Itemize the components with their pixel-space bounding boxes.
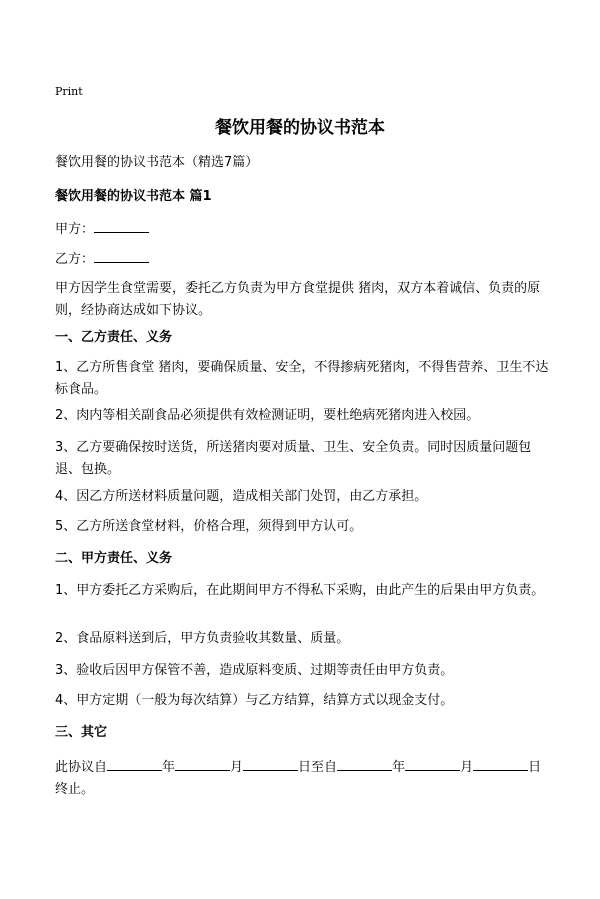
end-month-blank (405, 756, 460, 771)
party-b-label: 乙方： (55, 252, 95, 267)
start-month-blank (175, 756, 230, 771)
part1-item-1: 1、乙方所售食堂 猪肉，要确保质量、安全，不得掺病死猪肉，不得售营养、卫生不达标食品。 (55, 360, 549, 397)
part1-item-5: 5、乙方所送食堂材料，价格合理，须得到甲方认可。 (55, 519, 363, 534)
term-month-1: 月 (230, 760, 244, 775)
part1-heading: 一、乙方责任、义务 (55, 330, 173, 345)
part1-item-2: 2、肉内等相关副食品必须提供有效检测证明，要杜绝病死猪肉进入校园。 (55, 408, 480, 423)
party-b-line (55, 248, 550, 271)
print-link[interactable]: Print (55, 85, 83, 98)
term-year-1: 年 (162, 760, 176, 775)
term-line (55, 756, 550, 801)
term-day-to: 日至自 (298, 760, 338, 775)
part2-item-3: 3、验收后因甲方保管不善，造成原料变质、过期等责任由甲方负责。 (55, 663, 454, 678)
term-month-2: 月 (460, 760, 474, 775)
document-title: 餐饮用餐的协议书范本 (215, 118, 385, 138)
party-a-line (55, 218, 550, 241)
term-ending: 终止。 (55, 782, 95, 797)
term-prefix: 此协议自 (55, 760, 108, 775)
document-subtitle: 餐饮用餐的协议书范本（精选7篇） (55, 155, 259, 170)
term-day-end: 日 (528, 760, 542, 775)
section-heading: 餐饮用餐的协议书范本 篇1 (55, 189, 212, 204)
party-a-blank (94, 218, 149, 233)
party-b-blank (94, 248, 149, 263)
intro-paragraph: 甲方因学生食堂需要，委托乙方负责为甲方食堂提供 猪肉，双方本着诚信、负责的原则，经协商达成如下协议。 (55, 281, 541, 318)
part1-item-4: 4、因乙方所送材料质量问题，造成相关部门处罚，由乙方承担。 (55, 489, 428, 504)
part2-heading: 二、甲方责任、义务 (55, 551, 173, 566)
end-day-blank (473, 756, 528, 771)
part2-item-1: 1、甲方委托乙方采购后，在此期间甲方不得私下采购，由此产生的后果由甲方负责。 (55, 583, 545, 598)
start-year-blank (107, 756, 162, 771)
part3-heading: 三、其它 (55, 725, 108, 740)
part2-item-2: 2、食品原料送到后，甲方负责验收其数量、质量。 (55, 631, 350, 646)
part2-item-4: 4、甲方定期（一般为每次结算）与乙方结算，结算方式以现金支付。 (55, 693, 454, 708)
start-day-blank (243, 756, 298, 771)
term-year-2: 年 (392, 760, 406, 775)
party-a-label: 甲方： (55, 222, 95, 237)
part1-item-3: 3、乙方要确保按时送货，所送猪肉要对质量、卫生、安全负责。同时因质量问题包退、包换。 (55, 440, 532, 477)
end-year-blank (337, 756, 392, 771)
